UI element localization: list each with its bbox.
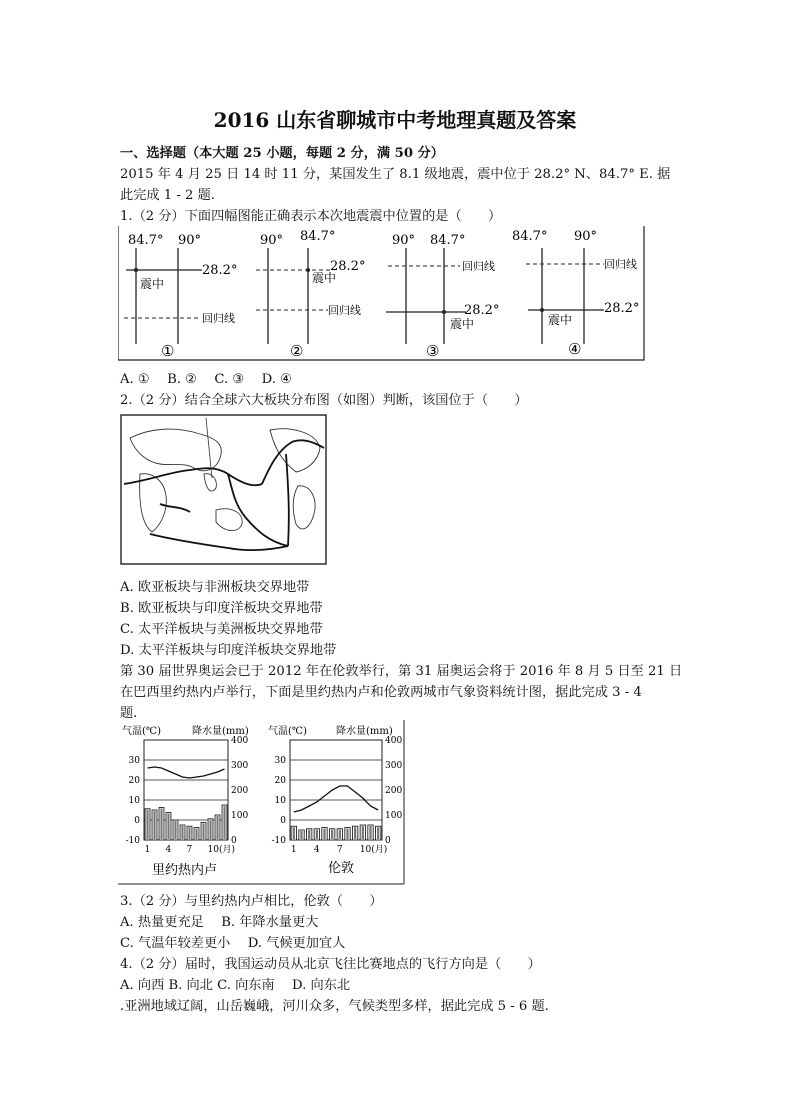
london-precip-bar-fill bbox=[308, 830, 310, 839]
rio-month-tick: 7 bbox=[186, 845, 193, 855]
q1-p2-epicenter: 震中 bbox=[312, 271, 337, 285]
q1-p4-lon-b: 90° bbox=[574, 229, 598, 244]
london-temp-tick: 20 bbox=[274, 776, 286, 786]
q1-p2-lat: 28.2° bbox=[330, 259, 366, 274]
rio-precip-label: 降水量(mm) bbox=[192, 726, 249, 737]
rio-precip-bar-fill bbox=[153, 811, 155, 839]
section-heading: 一、选择题（本大题 25 小题，每题 2 分，满 50 分） bbox=[120, 146, 444, 161]
london-precip-tick: 100 bbox=[385, 811, 403, 821]
q1-p2-lon-b: 90° bbox=[260, 233, 284, 248]
rio-precip-bar-fill bbox=[160, 809, 162, 840]
rio-temp-tick: 30 bbox=[128, 756, 140, 766]
london-temp-label: 气温(℃) bbox=[268, 726, 307, 737]
q2-option-b: B. 欧亚板块与印度洋板块交界地带 bbox=[120, 601, 323, 616]
q1-p1-lon-a: 84.7° bbox=[128, 233, 164, 248]
london-precip-tick: 400 bbox=[385, 736, 403, 746]
q1-p3-lon-b: 90° bbox=[392, 233, 416, 248]
q2-option-c: C. 太平洋板块与美洲板块交界地带 bbox=[120, 622, 323, 637]
q1-p3-lat: 28.2° bbox=[464, 303, 500, 318]
intro1-line1: 2015 年 4 月 25 日 14 时 11 分，某国发生了 8.1 级地震，震中位于 28.2° N、84.7° E. 据 bbox=[120, 167, 671, 182]
q1-p1-tropic: 回归线 bbox=[202, 312, 235, 325]
rio-precip-bar-fill bbox=[216, 816, 218, 839]
rio-temp-tick: 0 bbox=[134, 816, 140, 826]
q1-p2-lon-a: 84.7° bbox=[300, 229, 336, 244]
rio-temp-tick: 10 bbox=[128, 796, 140, 806]
q1-p1-lat: 28.2° bbox=[202, 263, 238, 278]
intro1-line2: 此完成 1 - 2 题. bbox=[120, 188, 215, 203]
rio-precip-tick: 0 bbox=[231, 836, 237, 846]
london-climate-chart bbox=[268, 724, 402, 876]
rio-temp-tick: 20 bbox=[128, 776, 140, 786]
london-temp-tick: 10 bbox=[274, 796, 286, 806]
rio-precip-tick: 300 bbox=[231, 761, 249, 771]
london-precip-bar-fill bbox=[300, 831, 302, 839]
q1-p1-label: ① bbox=[161, 342, 175, 360]
q1-p4-lat: 28.2° bbox=[604, 301, 640, 316]
rio-precip-bar-fill bbox=[181, 826, 183, 839]
q1-p4-lon-a: 84.7° bbox=[512, 229, 548, 244]
q2-stem: 2.（2 分）结合全球六大板块分布图（如图）判断，该国位于（ ） bbox=[120, 393, 528, 408]
q1-options: A. ① B. ② C. ③ D. ④ bbox=[120, 372, 292, 387]
rio-month-tick: 4 bbox=[165, 845, 172, 855]
q1-p2-tropic: 回归线 bbox=[328, 304, 361, 317]
rio-precip-bar-fill bbox=[167, 814, 169, 840]
london-precip-bar-fill bbox=[339, 830, 341, 839]
london-precip-label: 降水量(mm) bbox=[336, 726, 393, 737]
rio-precip-bar-fill bbox=[146, 810, 148, 839]
q1-p4-label: ④ bbox=[568, 340, 582, 358]
q1-p4-tropic: 回归线 bbox=[604, 258, 637, 271]
rio-precip-bar-fill bbox=[223, 806, 225, 839]
rio-temperature-line bbox=[148, 767, 225, 778]
london-precip-tick: 200 bbox=[385, 786, 403, 796]
london-city-name: 伦敦 bbox=[328, 861, 355, 876]
intro2-line3: 题. bbox=[120, 706, 138, 721]
rio-month-tick: 1 bbox=[144, 845, 151, 855]
london-month-tick: 4 bbox=[313, 845, 320, 855]
london-precip-bar-fill bbox=[293, 827, 295, 839]
rio-month-tick: 10(月) bbox=[207, 845, 235, 855]
london-month-tick: 10(月) bbox=[359, 845, 388, 855]
london-temp-tick: 0 bbox=[280, 816, 286, 826]
rio-precip-bar-fill bbox=[202, 824, 204, 840]
rio-precip-bar-fill bbox=[195, 829, 197, 840]
q4-options: A. 向西 B. 向北 C. 向东南 D. 向东北 bbox=[120, 978, 351, 993]
rio-precip-tick: 100 bbox=[231, 811, 249, 821]
q4-stem: 4.（2 分）届时，我国运动员从北京飞往比赛地点的飞行方向是（ ） bbox=[120, 957, 541, 972]
q3-stem: 3.（2 分）与里约热内卢相比，伦敦（ ） bbox=[120, 894, 383, 909]
q1-panel-4 bbox=[512, 229, 639, 358]
london-precip-bar-fill bbox=[331, 830, 333, 839]
rio-climate-chart bbox=[122, 724, 249, 878]
london-precip-bar-fill bbox=[362, 826, 364, 839]
page-title: 2016 山东省聊城市中考地理真题及答案 bbox=[213, 108, 577, 132]
rio-precip-tick: 200 bbox=[231, 786, 249, 796]
plate-map-figure bbox=[120, 414, 328, 566]
q1-stem: 1.（2 分）下面四幅图能正确表示本次地震震中位置的是（ ） bbox=[120, 209, 502, 224]
q1-panel-3 bbox=[386, 233, 499, 360]
rio-precip-tick: 400 bbox=[231, 736, 249, 746]
london-temp-tick: -10 bbox=[271, 836, 286, 846]
london-temperature-line bbox=[294, 786, 378, 812]
rio-precip-bar-fill bbox=[188, 827, 190, 839]
rio-precip-bar-fill bbox=[174, 821, 176, 839]
q1-p3-epicenter: 震中 bbox=[450, 317, 475, 331]
rio-precip-bar-fill bbox=[209, 820, 211, 839]
intro2-line1: 第 30 届世界奥运会已于 2012 年在伦敦举行，第 31 届奥运会将于 2016 年 8 月 5 日至 21 日 bbox=[120, 664, 683, 679]
q1-p4-epicenter: 震中 bbox=[548, 313, 573, 327]
london-precip-bar-fill bbox=[346, 829, 348, 840]
q1-panel-1 bbox=[124, 233, 237, 360]
q1-p3-lon-a: 84.7° bbox=[430, 233, 466, 248]
q1-p2-label: ② bbox=[290, 342, 304, 360]
london-precip-tick: 0 bbox=[385, 836, 391, 846]
q2-option-a: A. 欧亚板块与非洲板块交界地带 bbox=[120, 580, 310, 595]
q1-p3-tropic: 回归线 bbox=[462, 260, 495, 273]
london-month-tick: 7 bbox=[336, 845, 343, 855]
q1-p1-lon-b: 90° bbox=[178, 233, 202, 248]
rio-temp-tick: -10 bbox=[125, 836, 140, 846]
q1-p1-epicenter: 震中 bbox=[140, 277, 165, 291]
q3-options-line1: A. 热量更充足 B. 年降水量更大 bbox=[120, 915, 319, 930]
london-precip-bar-fill bbox=[369, 826, 371, 839]
intro3: .亚洲地域辽阔，山岳巍峨，河川众多，气候类型多样，据此完成 5 - 6 题. bbox=[120, 999, 549, 1014]
london-precip-bar-fill bbox=[316, 830, 318, 839]
intro2-line2: 在巴西里约热内卢举行，下面是里约热内卢和伦敦两城市气象资料统计图，据此完成 3 - 4 bbox=[120, 685, 642, 700]
q2-option-d: D. 太平洋板块与印度洋板块交界地带 bbox=[120, 643, 337, 658]
rio-temp-label: 气温(℃) bbox=[122, 726, 161, 737]
q1-panel-2 bbox=[256, 229, 365, 360]
climate-charts bbox=[118, 720, 406, 886]
london-temp-tick: 30 bbox=[274, 756, 286, 766]
q3-options-line2: C. 气温年较差更小 D. 气候更加宜人 bbox=[120, 936, 346, 951]
london-precip-bar-fill bbox=[354, 827, 356, 839]
london-precip-tick: 300 bbox=[385, 761, 403, 771]
q1-epicenter-figure bbox=[118, 226, 646, 362]
rio-city-name: 里约热内卢 bbox=[152, 863, 218, 878]
q1-p3-label: ③ bbox=[426, 342, 440, 360]
london-precip-bar-fill bbox=[323, 829, 325, 840]
london-precip-bar-fill bbox=[377, 827, 379, 839]
london-month-tick: 1 bbox=[290, 845, 297, 855]
